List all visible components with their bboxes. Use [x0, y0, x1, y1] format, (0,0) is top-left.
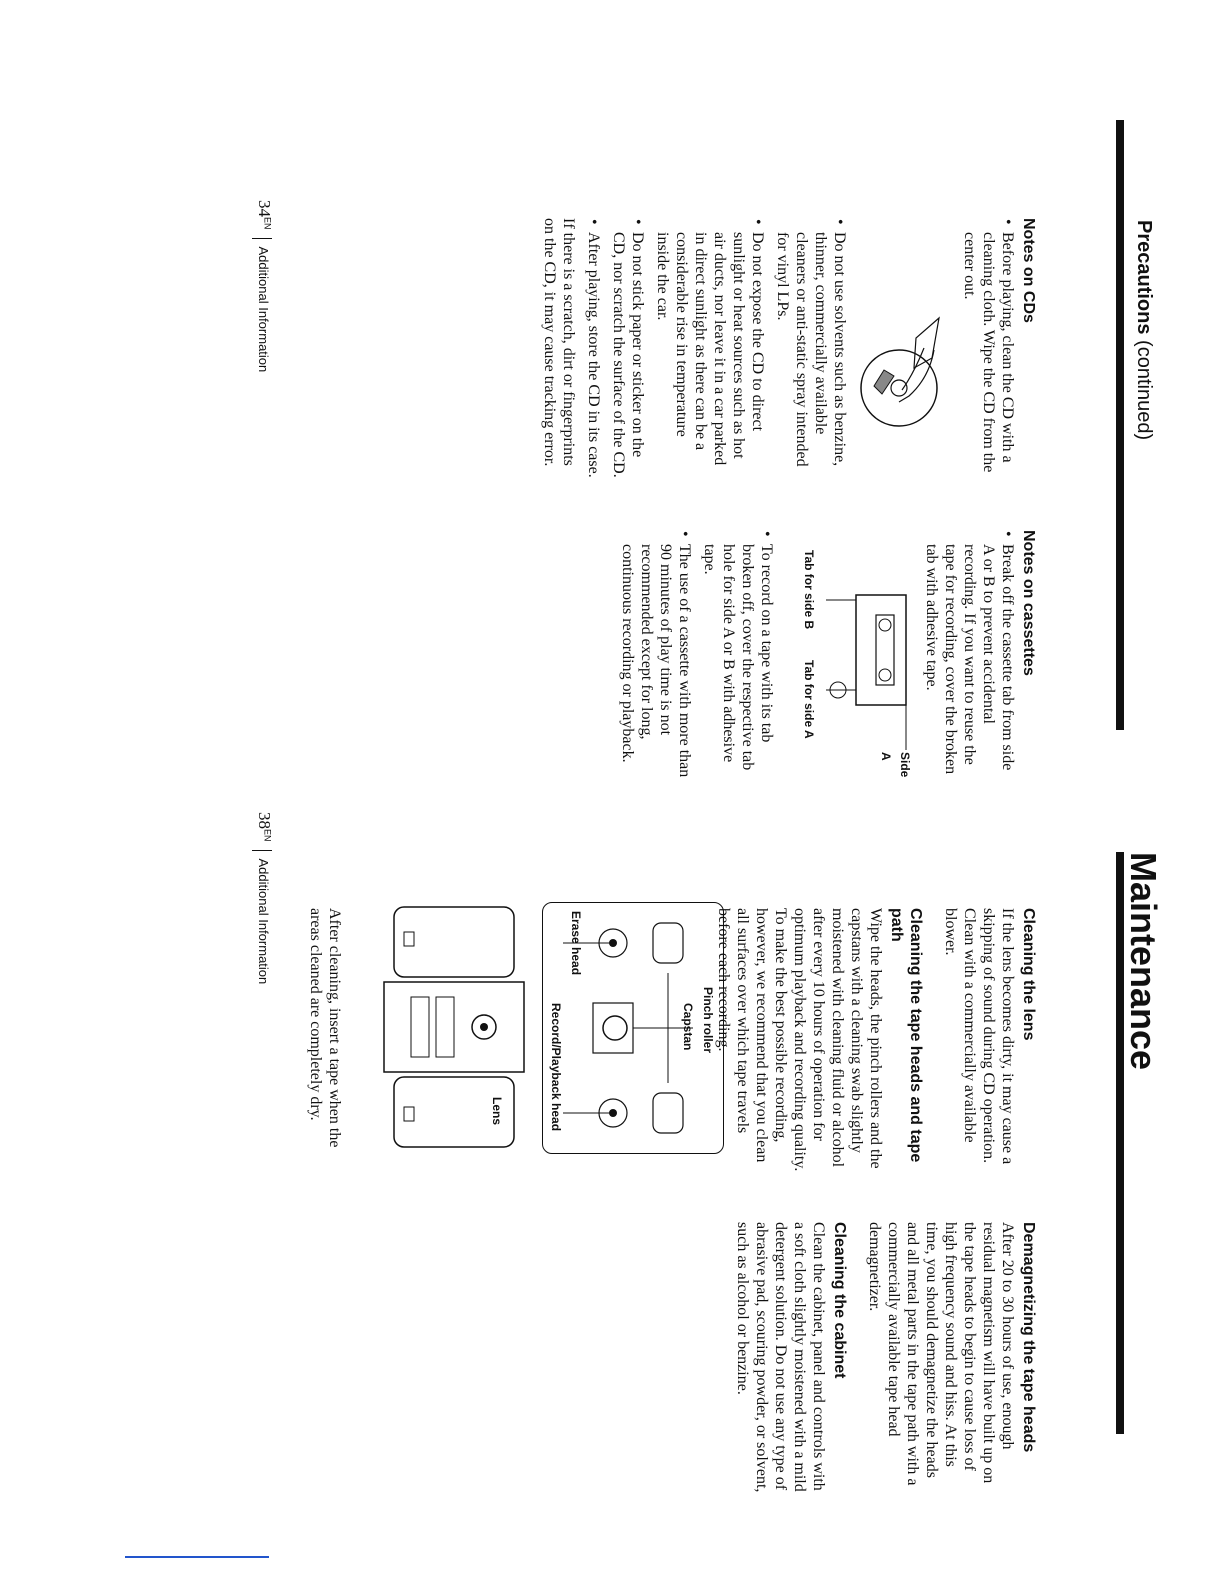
erase-head-label: Erase head — [569, 911, 583, 976]
title-bold: Precautions — [1133, 220, 1155, 335]
list-item: • Do not use solvents such as benzine, thinner, commercially available cleaners or anti-static spray intended for vinyl LPs. — [773, 232, 849, 478]
cassette-illustration — [776, 530, 916, 780]
list-item: • Break off the cassette tab from side A or B to prevent accidental recording. If you want to reuse the tape for recording, cover the broken tab with adhesive tape. — [922, 544, 1017, 780]
list-item: • The use of a cassette with more than 90 minutes of play time is not recommended except for long, continuous recording or playback. — [618, 544, 694, 780]
tab-a-label: Tab for side A — [802, 660, 816, 739]
footer-section: Additional Information — [256, 246, 271, 373]
cds-heading: Notes on CDs — [1020, 218, 1037, 323]
tape-path-heading: Cleaning the tape heads and tape path — [888, 908, 924, 1163]
cassettes-heading: Notes on cassettes — [1020, 530, 1037, 676]
after-cleaning-text: After cleaning, insert a tape when the areas cleaned are completely dry. — [307, 908, 343, 1148]
cd-cleaning-illustration — [854, 278, 954, 478]
right-footer — [252, 812, 274, 984]
cabinet-heading: Cleaning the cabinet — [831, 1222, 848, 1379]
demag-heading: Demagnetizing the tape heads — [1020, 1222, 1037, 1453]
cabinet-body: Clean the cabinet, panel and controls with a soft cloth slightly moistened with a mild detergent solution. Do not use any type of abrasive pad, scouring powder, or solvent, such as alcohol or benzine. — [734, 1222, 827, 1493]
cassettes-column — [612, 530, 1038, 780]
footer-divider — [252, 850, 272, 851]
list-item: • Do not stick paper or sticker on the CD, nor scratch the surface of the CD. — [609, 232, 647, 478]
cassettes-bullets — [618, 530, 776, 780]
cassette-figure — [776, 530, 916, 780]
list-item: • To record on a tape with its tab broken off, cover the respective tab hole for side A or B with adhesive tape. — [700, 544, 776, 780]
cd-player-illustration — [374, 902, 534, 1152]
left-footer — [252, 200, 274, 372]
footer-section: Additional Information — [256, 858, 271, 985]
tape-path-body: Wipe the heads, the pinch rollers and the capstans with a cleaning swab slightly moistened with cleaning fluid or alcohol after every 10 hours of operation for optimum playback and recording quality. To make the best possible recording, however, we recommend that you clean all surfaces over which tape travels before each recording. — [715, 908, 884, 1172]
page-title — [1132, 220, 1155, 440]
side-a-label: Side A — [879, 752, 912, 778]
lens-label: Lens — [490, 1097, 504, 1126]
lens-body: If the lens becomes dirty, it may cause a skipping of sound during CD operation. Clean with a commercially available blower. — [942, 908, 1016, 1165]
capstan-label: Capstan — [681, 1003, 695, 1051]
cds-column — [532, 218, 1038, 478]
page-suffix: EN — [262, 217, 273, 230]
page-title: Maintenance — [1123, 852, 1164, 1071]
page-link-underline[interactable] — [125, 1556, 269, 1558]
demag-column — [725, 1222, 1038, 1497]
tape-head-figure — [542, 902, 724, 1154]
list-item: • Do not expose the CD to direct sunlight or heat sources such as hot air ducts, nor leave it in a car parked in direct sunlight as there can be a considerable rise in temperature inside the car. — [653, 232, 767, 478]
footer-divider — [252, 238, 272, 239]
page-number: 34 — [255, 200, 274, 217]
lens-heading: Cleaning the lens — [1020, 908, 1037, 1041]
pinch-roller-label: Pinch roller — [701, 987, 715, 1054]
page-number: 38 — [255, 812, 274, 829]
after-cleaning-note — [298, 908, 344, 1178]
cleaning-column — [706, 908, 1038, 1178]
page-suffix: EN — [262, 829, 273, 842]
right-page — [0, 792, 1224, 1584]
tab-b-label: Tab for side B — [802, 550, 816, 630]
cds-intro-list — [960, 218, 1017, 478]
cd-player-figure — [374, 902, 534, 1152]
list-item: • After playing, store the CD in its case. — [584, 232, 603, 478]
section-rule — [1116, 120, 1124, 730]
record-head-label: Record/Playback head — [549, 1003, 563, 1132]
list-item: • Before playing, clean the CD with a cleaning cloth. Wipe the CD from the center out. — [960, 232, 1017, 478]
demag-body: After 20 to 30 hours of use, enough residual magnetism will have built up on the tape heads to begin to cause loss of high frequency sound and hiss. At this time, you should demagnetize the heads and all metal parts in the tape path with a commercially available tape head demagnetizer. — [866, 1222, 1016, 1486]
title-rest: (continued) — [1133, 334, 1155, 441]
cds-closing: If there is a scratch, dirt or fingerprints on the CD, it may cause tracking error. — [541, 218, 577, 467]
cds-bullets — [584, 218, 849, 478]
cassettes-intro-list — [922, 530, 1017, 780]
